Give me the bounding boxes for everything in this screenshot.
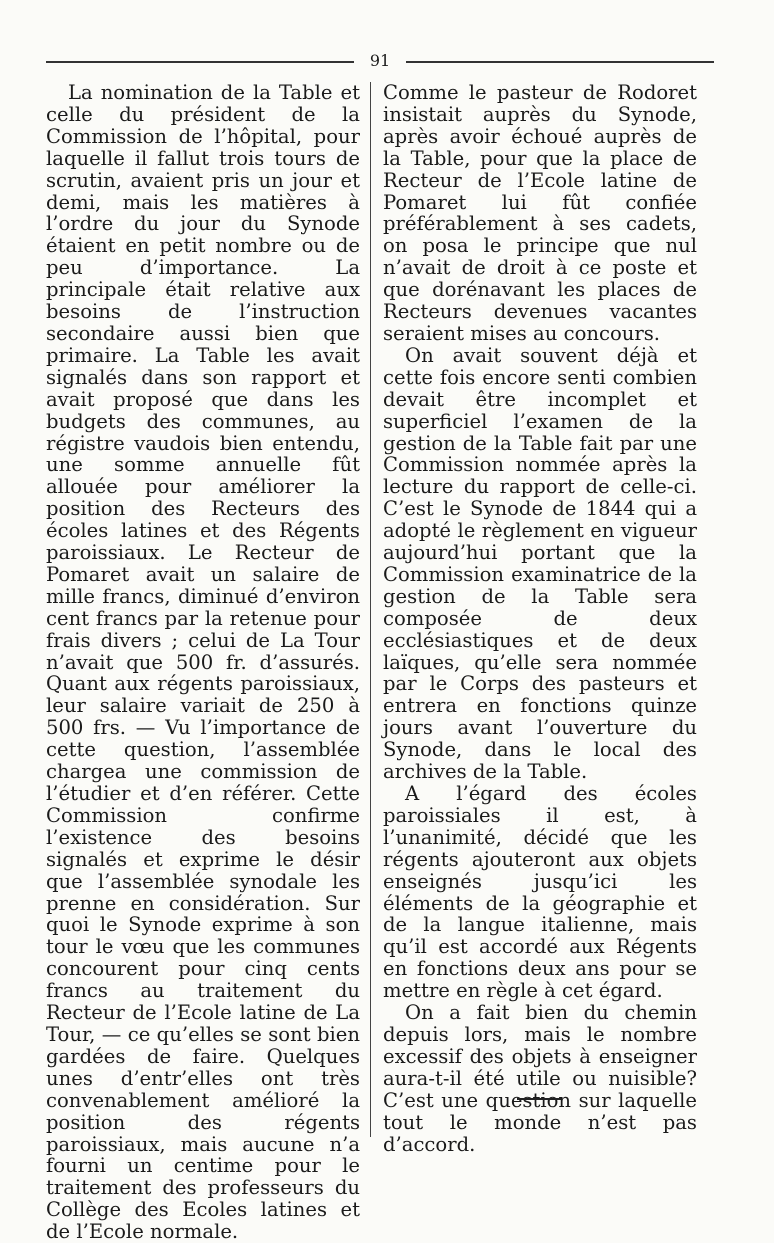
column-divider [370,82,371,1137]
paragraph: A l’égard des écoles paroissiales il est, à l’unanimité, décidé que les régents ajouteront aux objets enseignés jusqu’ici les éléments de la géographie et de la langue italienne, mais qu’il est accordé aux Régents en fonctions deux ans pour se mettre en règle à cet égard. [383,782,697,1003]
page-number: 91 [369,51,391,70]
end-rule [517,1098,561,1100]
paragraph: On avait souvent déjà et cette fois encore senti combien devait être incomplet et superficiel l’examen de la gestion de la Table fait par une Commission nommée après la lecture du rapport de celle-ci. C’est le Synode de 1844 qui a adopté le règlement en vigueur aujourd’hui portant que la Commission examinatrice de la gestion de la Table sera composée de deux ecclésiastiques et de deux laïques, qu’elle sera nommée par le Corps des pasteurs et entrera en fonctions quinze jours avant l’ouverture du Synode, dans le local des archives de la Table. [383,343,697,784]
paragraph: Comme le pasteur de Rodoret insistait auprès du Synode, après avoir échoué auprès de la Table, pour que la place de Recteur de l’Ecole latine de Pomaret lui fût confiée préférablement à ses cadets, on posa le principe que nul n’avait de droit à ce poste et que dorénavant les places de Recteurs devenues vacantes seraient mises au concours. [383,81,697,345]
right-column [383,82,697,1155]
paragraph: On a fait bien du chemin depuis lors, mais le nombre excessif des objets à enseigner aura-t-il été utile ou nuisible? C’est une question sur laquelle tout le monde n’est pas d’accord. [383,1001,697,1156]
left-column [46,82,360,1243]
running-header [46,50,714,72]
paragraph: La nomination de la Table et celle du président de la Commission de l’hôpital, pour laquelle il fallut trois tours de scrutin, avaient pris un jour et demi, mais les matières à l’ordre du jour du Synode étaient en petit nombre ou de peu d’importance. La principale était relative aux besoins de l’instruction secondaire aussi bien que primaire. La Table les avait signalés dans son rapport et avait proposé que dans les budgets des communes, au régistre vaudois bien entendu, une somme annuelle fût allouée pour améliorer la position des Recteurs des écoles latines et des Régents paroissiaux. Le Recteur de Pomaret avait un salaire de mille francs, diminué d’environ cent francs par la retenue pour frais divers ; celui de La Tour n’avait que 500 fr. d’assurés. Quant aux régents paroissiaux, leur salaire variait de 250 à 500 frs. — Vu l’importance de cette question, l’assemblée chargea une commission de l’étudier et d’en référer. Cette Commission confirme l’existence des besoins signalés et exprime le désir que l’assemblée synodale les prenne en considération. Sur quoi le Synode exprime à son tour le vœu que les communes concourent pour cinq cents francs au traitement du Recteur de l’Ecole latine de La Tour, — ce qu’elles se sont bien gardées de faire. Quelques unes d’entr’elles ont très convenablement amélioré la position des régents paroissiaux, mais aucune n’a fourni un centime pour le traitement des professeurs du Collège des Ecoles latines et de l’Ecole normale. [46,81,360,1243]
header-rule-right [406,61,714,63]
